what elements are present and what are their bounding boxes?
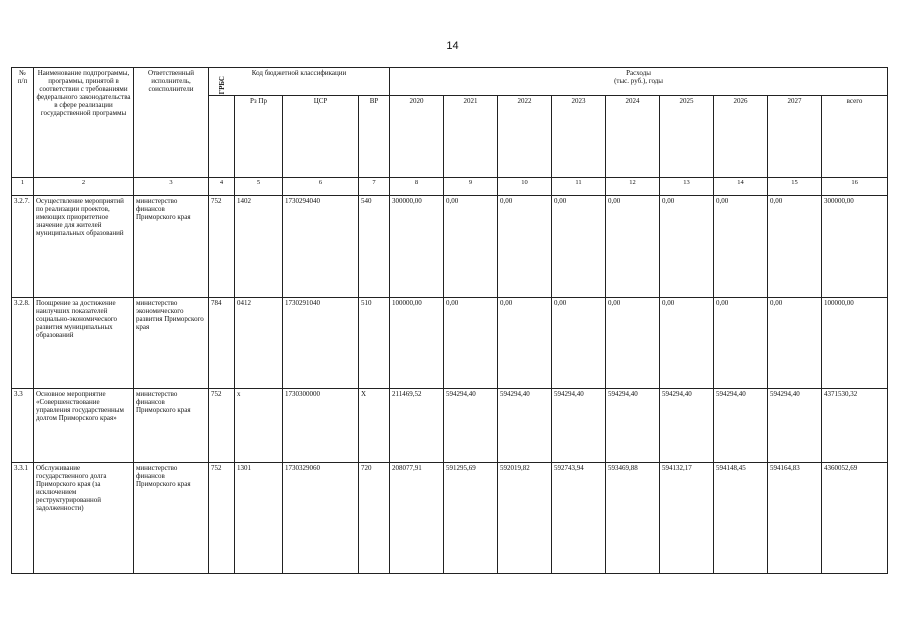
column-number: 1 <box>12 178 34 196</box>
row-grbs: 784 <box>209 297 235 388</box>
page-number: 14 <box>446 40 459 52</box>
row-value: 0,00 <box>768 297 822 388</box>
header-rzpr: Рз Пр <box>235 96 283 178</box>
header-expenses: Расходы (тыс. руб.), годы <box>390 68 888 96</box>
table-row <box>12 388 888 462</box>
row-value: 592743,94 <box>552 462 606 573</box>
row-vr: 510 <box>359 297 390 388</box>
row-value: 594132,17 <box>660 462 714 573</box>
column-number: 7 <box>359 178 390 196</box>
row-responsible: министерство финансов Приморского края <box>134 388 209 462</box>
column-number: 14 <box>714 178 768 196</box>
row-grbs: 752 <box>209 195 235 297</box>
row-value: 594294,40 <box>660 388 714 462</box>
row-csr: 1730291040 <box>283 297 359 388</box>
table-row <box>12 462 888 573</box>
header-year: 2021 <box>444 96 498 178</box>
column-number: 13 <box>660 178 714 196</box>
row-value: 0,00 <box>606 297 660 388</box>
header-grbs: ГРБС <box>217 75 226 94</box>
column-number-row <box>12 178 888 196</box>
row-value: 0,00 <box>714 195 768 297</box>
row-rzpr: 0412 <box>235 297 283 388</box>
row-total: 100000,00 <box>822 297 888 388</box>
column-number: 6 <box>283 178 359 196</box>
header-budget-code: Код бюджетной классификации <box>209 68 390 96</box>
row-value: 0,00 <box>714 297 768 388</box>
row-value: 592019,82 <box>498 462 552 573</box>
column-number: 4 <box>209 178 235 196</box>
row-name: Основное мероприятие «Совершенствование управления государственным долгом Приморского края» <box>34 388 134 462</box>
row-name: Поощрение за достижение наилучших показателей социально-экономического развития муниципальных образований <box>34 297 134 388</box>
header-name: Наименование подпрограммы, программы, принятой в соответствии с требованиями федерального законодательства в сфере реализации государственной программы <box>34 68 134 178</box>
row-value: 594294,40 <box>714 388 768 462</box>
row-csr: 1730329060 <box>283 462 359 573</box>
column-number: 15 <box>768 178 822 196</box>
row-value: 0,00 <box>768 195 822 297</box>
column-number: 10 <box>498 178 552 196</box>
row-vr: 720 <box>359 462 390 573</box>
row-value: 0,00 <box>498 195 552 297</box>
row-total: 4371530,32 <box>822 388 888 462</box>
column-number: 8 <box>390 178 444 196</box>
header-num: № п/п <box>12 68 34 178</box>
row-value: 0,00 <box>552 195 606 297</box>
header-year: 2023 <box>552 96 606 178</box>
row-value: 211469,52 <box>390 388 444 462</box>
row-value: 0,00 <box>660 195 714 297</box>
row-vr: 540 <box>359 195 390 297</box>
row-rzpr: х <box>235 388 283 462</box>
row-value: 100000,00 <box>390 297 444 388</box>
row-value: 594294,40 <box>444 388 498 462</box>
column-number: 11 <box>552 178 606 196</box>
row-name: Обслуживание государственного долга Приморского края (за исключением реструктурированной задолженности) <box>34 462 134 573</box>
row-value: 208077,91 <box>390 462 444 573</box>
row-num: 3.2.8. <box>12 297 34 388</box>
row-value: 0,00 <box>498 297 552 388</box>
header-year: 2024 <box>606 96 660 178</box>
row-value: 0,00 <box>444 297 498 388</box>
row-value: 591295,69 <box>444 462 498 573</box>
row-value: 594294,40 <box>552 388 606 462</box>
row-value: 0,00 <box>660 297 714 388</box>
column-number: 3 <box>134 178 209 196</box>
table-row <box>12 195 888 297</box>
row-value: 593469,88 <box>606 462 660 573</box>
row-num: 3.3.1 <box>12 462 34 573</box>
row-value: 594148,45 <box>714 462 768 573</box>
budget-table <box>11 67 888 574</box>
row-value: 594294,40 <box>768 388 822 462</box>
row-name: Осуществление мероприятий по реализации проектов, имеющих приоритетное значение для жителей муниципальных образований <box>34 195 134 297</box>
header-year: 2022 <box>498 96 552 178</box>
row-responsible: министерство экономического развития Приморского края <box>134 297 209 388</box>
header-responsible: Ответственный исполнитель, соисполнители <box>134 68 209 178</box>
row-responsible: министерство финансов Приморского края <box>134 195 209 297</box>
row-vr: Х <box>359 388 390 462</box>
header-year: 2027 <box>768 96 822 178</box>
row-csr: 1730294040 <box>283 195 359 297</box>
row-grbs: 752 <box>209 462 235 573</box>
header-total: всего <box>822 96 888 178</box>
column-number: 5 <box>235 178 283 196</box>
column-number: 12 <box>606 178 660 196</box>
row-num: 3.2.7. <box>12 195 34 297</box>
row-total: 300000,00 <box>822 195 888 297</box>
header-year: 2025 <box>660 96 714 178</box>
column-number: 9 <box>444 178 498 196</box>
row-value: 594164,83 <box>768 462 822 573</box>
header-csr: ЦСР <box>283 96 359 178</box>
row-num: 3.3 <box>12 388 34 462</box>
row-value: 0,00 <box>552 297 606 388</box>
row-csr: 1730300000 <box>283 388 359 462</box>
header-year: 2026 <box>714 96 768 178</box>
header-grbs-cell <box>209 75 235 178</box>
row-responsible: министерство финансов Приморского края <box>134 462 209 573</box>
row-rzpr: 1301 <box>235 462 283 573</box>
row-total: 4360052,69 <box>822 462 888 573</box>
header-vr: ВР <box>359 96 390 178</box>
row-grbs: 752 <box>209 388 235 462</box>
row-value: 594294,40 <box>498 388 552 462</box>
row-value: 594294,40 <box>606 388 660 462</box>
row-rzpr: 1402 <box>235 195 283 297</box>
column-number: 16 <box>822 178 888 196</box>
table-row <box>12 297 888 388</box>
header-year: 2020 <box>390 96 444 178</box>
column-number: 2 <box>34 178 134 196</box>
row-value: 0,00 <box>444 195 498 297</box>
row-value: 0,00 <box>606 195 660 297</box>
row-value: 300000,00 <box>390 195 444 297</box>
